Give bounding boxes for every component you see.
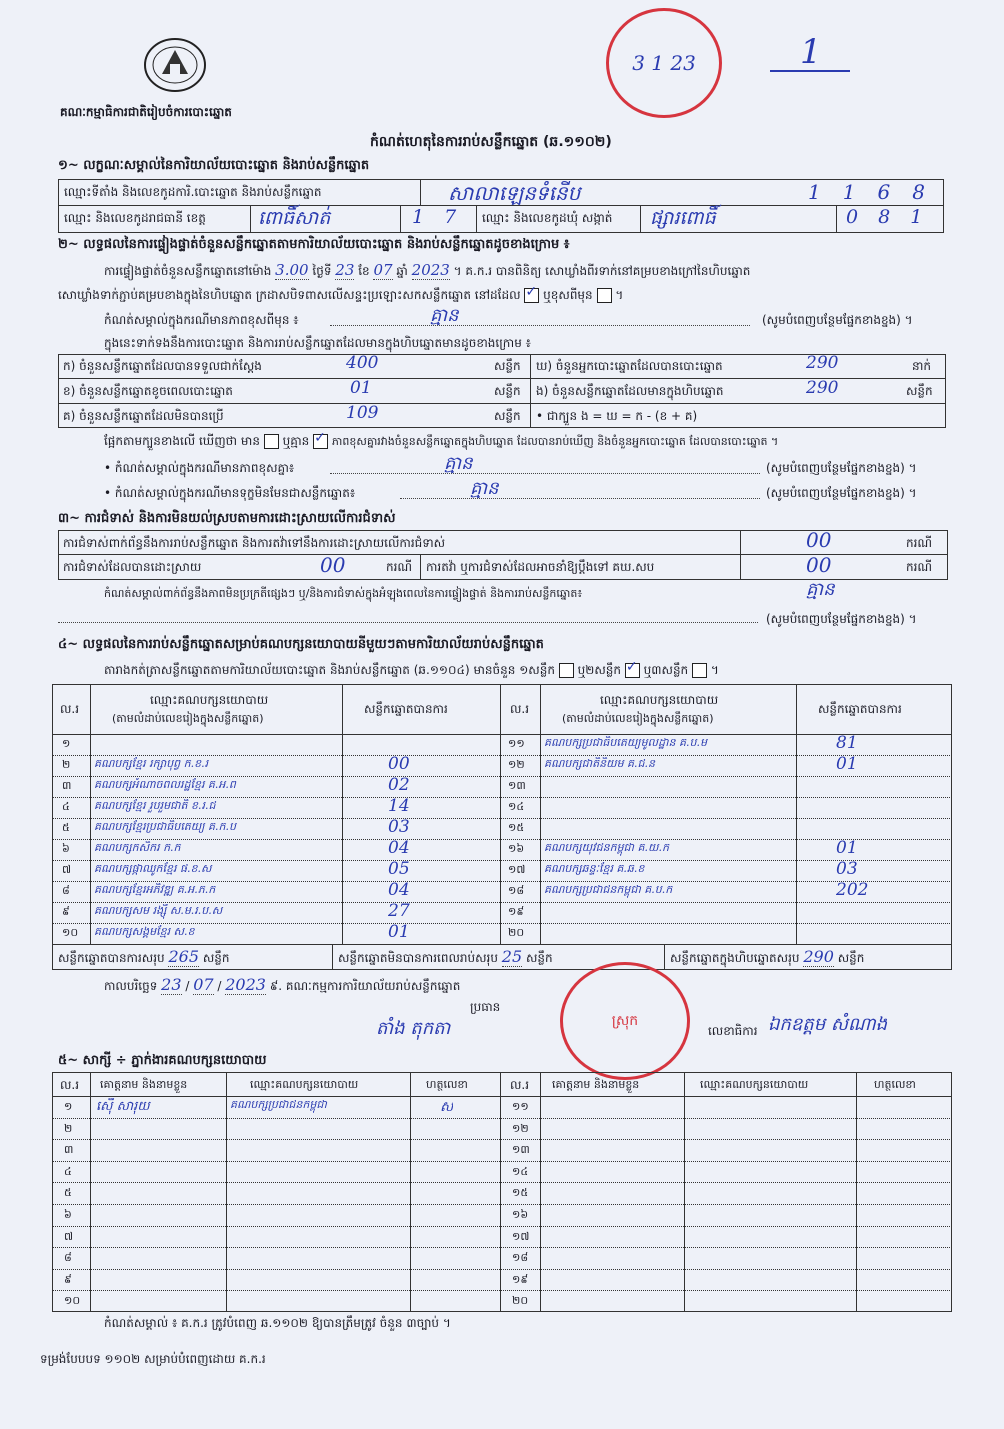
row-number: ៨: [62, 884, 70, 897]
row-votes: 03: [836, 859, 858, 879]
row-party: គណបក្សយុវជនកម្ពុជា គ.យ.ក: [544, 841, 669, 854]
col-party-sub-left: (តាមលំដាប់លេខរៀងក្នុងសន្លឹកឆ្នោត): [112, 712, 264, 725]
spoiled-label: ខ) ចំនួនសន្លឹកឆ្នោតខូចពេលបោះឆ្នោត: [63, 384, 233, 398]
section1-heading: ១~ លក្ខណៈសម្គាល់នៃការិយាល័យបោះឆ្នោត និងរាប់សន្លឹកឆ្នោត: [58, 158, 370, 173]
witness-number: ១: [64, 1100, 73, 1113]
official-stamp-top: [606, 8, 722, 118]
witness-row-divider: [52, 1290, 952, 1291]
w-col-party-left: ឈ្មោះគណបក្សនយោបាយ: [250, 1078, 359, 1091]
resolved-value: 00: [320, 553, 346, 577]
appeal-label: ការតវ៉ា ឬការជំទាស់ដែលអាចនាំឱ្យប្តឹងទៅ គឃ.សប: [426, 560, 655, 574]
nec-logo: [142, 36, 208, 94]
form-title: កំណត់ហេតុនៃការរាប់សន្លឹកឆ្នោត (ឆ.១១០២): [370, 134, 612, 150]
resolved-label: ការជំទាស់ដែលបានដោះស្រាយ: [63, 560, 202, 574]
objection-label: ការជំទាស់ពាក់ព័ន្ធនឹងការរាប់សន្លឹកឆ្នោត និងការតវ៉ាទៅនឹងការដោះស្រាយលើការជំទាស់: [63, 536, 446, 550]
voters-label: ឃ) ចំនួនអ្នកបោះឆ្នោតដែលបានបោះឆ្នោត: [536, 359, 723, 373]
row-number: ៦: [62, 842, 70, 855]
verify-time-line: ការផ្ទៀងផ្ទាត់ចំនួនសន្លឹកឆ្នោតនៅម៉ោង 3.00 ថ្ងៃទី 23 ខែ 07 ឆ្នាំ 2023 ។ គ.ក.រ បានពិនិត្យ សោឃ្លាំងពីរទាក់នៅគម្របខាងក្រៅនៃហិបឆ្នោត: [104, 261, 751, 279]
official-stamp-bottom: [560, 962, 690, 1080]
row-number: ១: [62, 737, 71, 750]
row-divider: [52, 818, 952, 819]
row-divider: [52, 797, 952, 798]
row-votes: 00: [388, 754, 410, 774]
in-box-value: 290: [806, 378, 839, 398]
row-number: ១៥: [508, 821, 525, 834]
witness-number: ៣: [64, 1143, 74, 1156]
row-number: ៩: [62, 905, 70, 918]
section2-heading: ២~ លទ្ធផលនៃការផ្ទៀងផ្ទាត់ចំនួនសន្លឹកឆ្នោតតាមការិយាល័យបោះឆ្នោត និងរាប់សន្លឹកឆ្នោតដូចខាងក្រោម ៖: [58, 237, 570, 252]
received-value: 400: [346, 353, 379, 373]
row-votes: 01: [836, 838, 858, 858]
witness-signature: ស: [440, 1099, 454, 1115]
received-label: ក) ចំនួនសន្លឹកឆ្នោតដែលបានទទួលជាក់ស្តែង: [63, 359, 262, 373]
unit-case-3: ករណី: [906, 560, 933, 574]
bullet1-value: គ្មាន: [444, 453, 473, 474]
w-col-sign-right: ហត្ថលេខា: [874, 1078, 916, 1091]
row-party: គណបក្សខ្មែរអភិវឌ្ឍ គ.អ.ភ.ក: [94, 883, 216, 896]
row-divider: [52, 881, 952, 882]
row-party: គណបក្សប្រជាធិបតេយ្យមូលដ្ឋាន គ.ប.ម: [544, 736, 707, 749]
voters-value: 290: [806, 353, 839, 373]
formula: • ជាក្បួន ង = ឃ = ក - (ខ + គ): [536, 409, 698, 423]
row-votes: 27: [388, 901, 410, 921]
col-no-left: ល.រ: [60, 702, 80, 716]
appeal-value: 00: [806, 553, 832, 577]
compare-line: ផ្អែកតាមក្បួនខាងលើ ឃើញថា មាន ឬគ្មាន ✓ ភាពខុសគ្នារវាងចំនួនសន្លឹកឆ្នោតក្នុងហិបឆ្នោត ដែលបានរាប់ឃើញ និងចំនួនអ្នកបោះឆ្នោត ដែលបានបោះឆ្នោត ។: [104, 434, 778, 449]
row-votes: 04: [388, 880, 410, 900]
row-party: គណបក្សសង្គមខ្មែរ ស.ខ: [94, 925, 195, 938]
witness-number: ១០: [64, 1294, 81, 1307]
witness-number: ២: [64, 1122, 73, 1135]
unit-e: សន្លឹក: [906, 384, 933, 398]
witness-row-divider: [52, 1269, 952, 1270]
row-number: ១៩: [508, 905, 525, 918]
witness-name: ស៊ើ សារុយ: [96, 1099, 150, 1114]
commune-code: 081: [846, 206, 943, 228]
irregularity-label: កំណត់សម្គាល់ពាក់ព័ន្ធនឹងភាពមិនប្រក្រតីផ្សេងៗ ឬ/និងការជំទាស់ក្នុងអំឡុងពេលនៃការផ្ទៀងផ្ទាត់ និងការរាប់សន្លឹកឆ្នោត៖: [104, 587, 583, 600]
w-col-name-left: គោត្តនាម និងនាមខ្លួន: [100, 1078, 188, 1091]
two-sheets-checkbox[interactable]: [625, 663, 640, 678]
row-number: ៧: [62, 863, 72, 876]
fill-note-2: (សូមបំពេញបន្ថែមផ្នែកខាងខ្នង) ។: [766, 461, 917, 475]
row-number: ១០: [62, 926, 79, 939]
row-number: ៥: [62, 821, 70, 834]
province-value: ពោធិ៍សាត់: [258, 207, 331, 229]
in-box-label: ង) ចំនួនសន្លឹកឆ្នោតដែលមានក្នុងហិបឆ្នោត: [536, 384, 724, 398]
row-number: ៣: [62, 779, 72, 792]
difference-yes-checkbox[interactable]: [264, 434, 279, 449]
section4-heading: ៤~ លទ្ធផលនៃការរាប់សន្លឹកឆ្នោតសម្រាប់គណបក្សនយោបាយនីមួយៗតាមការិយាល័យរាប់សន្លឹកឆ្នោត: [58, 637, 544, 652]
row-number: ១៣: [508, 779, 526, 792]
col-no-right: ល.រ: [510, 702, 530, 716]
witness-number: ១៧: [512, 1230, 530, 1243]
witness-number: ១៣: [512, 1143, 530, 1156]
province-code: 17: [412, 206, 477, 228]
row-divider: [52, 860, 952, 861]
location-code: 1168: [808, 180, 947, 204]
total-invalid: សន្លឹកឆ្នោតមិនបានការពេលរាប់សរុប 25 សន្លឹក: [338, 947, 553, 966]
row-party: គណបក្សផ្កាឈូកខ្មែរ ផ.ខ.ស: [94, 862, 212, 875]
chair-name: តាំង តុកតា: [376, 1018, 451, 1039]
row-votes: 05: [388, 859, 410, 879]
unit-c: សន្លឹក: [494, 409, 521, 423]
total-valid: សន្លឹកឆ្នោតបានការសរុប 265 សន្លឹក: [58, 947, 230, 966]
location-label: ឈ្មោះទីតាំង និងលេខកូដការិ.បោះឆ្នោត និងរាប់សន្លឹកឆ្នោត: [64, 185, 322, 199]
witness-party: គណបក្សប្រជាជនកម្ពុជា: [230, 1098, 327, 1111]
one-sheet-checkbox[interactable]: [559, 663, 574, 678]
witness-number: ៩: [64, 1273, 72, 1286]
chair-label: ប្រធាន: [470, 1000, 501, 1014]
section5-heading: ៥~ សាក្សី ÷ ភ្នាក់ងារគណបក្សនយោបាយ: [58, 1053, 267, 1068]
row-divider: [52, 923, 952, 924]
row-number: ២: [62, 758, 71, 771]
unchanged-checkbox[interactable]: [524, 288, 539, 303]
witness-number: ៦: [64, 1208, 72, 1221]
form-footer: ទម្រង់បែបបទ ១១០២ សម្រាប់បំពេញដោយ គ.ក.រ: [40, 1352, 266, 1366]
witness-number: ១១: [512, 1100, 529, 1113]
row-party: គណបក្សកសិករ ក.ក: [94, 841, 181, 854]
unit-b: សន្លឹក: [494, 384, 521, 398]
location-value: សាលាឡេនទំនើប: [448, 181, 581, 205]
fill-note-3: (សូមបំពេញបន្ថែមផ្នែកខាងខ្នង) ។: [766, 486, 917, 500]
row-divider: [52, 776, 952, 777]
w-col-no-left: ល.រ: [60, 1078, 80, 1092]
witness-row-divider: [52, 1118, 952, 1119]
fill-note-4: (សូមបំពេញបន្ថែមផ្នែកខាងខ្នង) ។: [766, 612, 917, 626]
secretary-label: លេខាធិការ: [708, 1024, 758, 1038]
witness-number: ២០: [512, 1294, 529, 1307]
witness-number: ១៥: [512, 1186, 529, 1199]
row-number: ១២: [508, 758, 525, 771]
changed-checkbox[interactable]: [597, 288, 612, 303]
w-col-sign-left: ហត្ថលេខា: [426, 1078, 468, 1091]
row-votes: 01: [836, 754, 858, 774]
fill-note-1: (សូមបំពេញបន្ថែមផ្នែកខាងខ្នង) ។: [762, 313, 913, 327]
row-divider: [52, 902, 952, 903]
row-divider: [52, 839, 952, 840]
witness-row-divider: [52, 1204, 952, 1205]
col-votes-left: សន្លឹកឆ្នោតបានការ: [364, 702, 448, 716]
sheet-count-line: តារាងកត់ត្រាសន្លឹកឆ្នោតតាមការិយាល័យបោះឆ្នោត និងរាប់សន្លឹកឆ្នោត (ឆ.១១០៤) មានចំនួន ១សន្លឹក ឬ២សន្លឹក ✓ ឬ៣សន្លឹក ។: [104, 663, 719, 678]
row-votes: 01: [388, 922, 410, 942]
difference-no-checkbox[interactable]: [313, 434, 328, 449]
row-party: គណបក្សខ្មែរប្រជាធិបតេយ្យ គ.ក.ប: [94, 820, 236, 833]
col-party-right: ឈ្មោះគណបក្សនយោបាយ: [600, 693, 719, 707]
row-votes: 81: [836, 733, 858, 753]
row-party: គណបក្សជាតិនិយម គ.ជ.ន: [544, 757, 655, 770]
unused-value: 109: [346, 403, 379, 423]
section3-heading: ៣~ ការជំទាស់ និងការមិនយល់ស្របតាមការដោះស្រាយលើការជំទាស់: [58, 511, 396, 526]
row-number: ២០: [508, 926, 525, 939]
row-divider: [52, 755, 952, 756]
row-number: ៤: [62, 800, 70, 813]
unit-a: សន្លឹក: [494, 359, 521, 373]
irregularity-value: គ្មាន: [806, 579, 835, 600]
row-votes: 04: [388, 838, 410, 858]
witness-row-divider: [52, 1182, 952, 1183]
stamp-handwriting: 3 1 23: [632, 51, 696, 75]
row-party: គណបក្សខ្មែរ រក្សាបុព្វ ក.ខ.រ: [94, 757, 209, 770]
row-party: គណបក្សសម រង្ស៊ី ស.ម.រ.ប.ស: [94, 904, 223, 917]
signature-underline: [770, 70, 850, 72]
row-votes: 14: [388, 796, 410, 816]
row-number: ១៧: [508, 863, 526, 876]
w-col-party-right: ឈ្មោះគណបក្សនយោបាយ: [700, 1078, 809, 1091]
row-number: ១៤: [508, 800, 525, 813]
org-name: គណៈកម្មាធិការជាតិរៀបចំការបោះឆ្នោត: [60, 105, 232, 119]
change-note-label: កំណត់សម្គាល់ក្នុងករណីមានភាពខុសពីមុន ៖: [104, 313, 299, 327]
date-line: កាលបរិច្ឆេទ 23 / 07 / 2023 ៩. គណៈកម្មការការិយាល័យរាប់សន្លឹកឆ្នោត: [104, 975, 461, 994]
bullet2-label: • កំណត់សម្គាល់ក្នុងករណីមានទុក្ខមិនមែនជាសន្លឹកឆ្នោត៖: [104, 486, 356, 500]
witness-number: ១៨: [512, 1251, 529, 1264]
witness-number: ៤: [64, 1165, 72, 1178]
witness-number: ១៩: [512, 1273, 529, 1286]
province-label: ឈ្មោះ និងលេខកូដរាជធានី ខេត្ត: [64, 211, 206, 225]
change-note-value: គ្មាន: [430, 305, 459, 326]
witness-number: ១៦: [512, 1208, 529, 1221]
bullet2-value: គ្មាន: [470, 478, 499, 499]
bullet1-label: • កំណត់សម្គាល់ក្នុងករណីមានភាពខុសគ្នា៖: [104, 461, 295, 475]
row-votes: 202: [836, 880, 869, 900]
row-party: គណបក្សអំណាចពលរដ្ឋខ្មែរ គ.អ.ព: [94, 778, 236, 791]
top-signature: 1: [800, 32, 822, 72]
row-votes: 03: [388, 817, 410, 837]
witness-row-divider: [52, 1161, 952, 1162]
w-col-name-right: គោត្តនាម និងនាមខ្លួន: [552, 1078, 640, 1091]
unused-label: គ) ចំនួនសន្លឹកឆ្នោតដែលមិនបានប្រើ: [63, 409, 224, 423]
col-votes-right: សន្លឹកឆ្នោតបានការ: [818, 702, 902, 716]
seal-line: សោឃ្លាំងទាក់ភ្ជាប់គម្របខាងក្នុងនៃហិបឆ្នោត ក្រដាសបិទពាសលើសន្ទះប្រឡោះសកសន្លឹកឆ្នោត នៅដដែល ✓ ឬខុសពីមុន ។: [58, 288, 623, 303]
row-votes: 02: [388, 775, 410, 795]
row-number: ១១: [508, 737, 525, 750]
col-party-left: ឈ្មោះគណបក្សនយោបាយ: [150, 693, 269, 707]
witness-row-divider: [52, 1139, 952, 1140]
row-party: គណបក្សខ្មែរ រួបរួមជាតិ ខ.រ.ជ: [94, 799, 216, 812]
witness-number: ៥: [64, 1186, 72, 1199]
witness-row-divider: [52, 1226, 952, 1227]
spoiled-value: 01: [350, 378, 372, 398]
witness-number: ១២: [512, 1122, 529, 1135]
row-party: គណបក្សប្រជាជនកម្ពុជា គ.ប.ក: [544, 883, 673, 896]
objection-value: 00: [806, 528, 832, 552]
secretary-name: ឯកឧត្តម សំណាង: [768, 1014, 888, 1035]
unit-case-2: ករណី: [386, 560, 413, 574]
unit-case-1: ករណី: [906, 536, 933, 550]
commune-label: ឈ្មោះ និងលេខកូដឃុំ សង្កាត់: [482, 211, 613, 225]
row-number: ១៨: [508, 884, 525, 897]
row-party: គណបក្សឆន្ទៈខ្មែរ គ.ឆ.ខ: [544, 862, 645, 875]
commune-value: ផ្សារពោធិ៍: [650, 207, 716, 229]
witness-row-divider: [52, 1247, 952, 1248]
counts-intro: ក្នុងនេះទាក់ទងនឹងការបោះឆ្នោត និងការរាប់សន្លឹកឆ្នោតដែលមានក្នុងហិបឆ្នោតមានដូចខាងក្រោម ៖: [104, 336, 531, 350]
row-number: ១៦: [508, 842, 525, 855]
witness-number: ១៤: [512, 1165, 529, 1178]
footnote: កំណត់សម្គាល់ ៖ គ.ក.រ ត្រូវបំពេញ ឆ.១១០២ ឱ្យបានត្រឹមត្រូវ ចំនួន ៣ច្បាប់ ។: [104, 1316, 451, 1330]
witness-number: ៧: [64, 1230, 74, 1243]
three-sheets-checkbox[interactable]: [692, 663, 707, 678]
witness-number: ៨: [64, 1251, 72, 1264]
stamp-bottom-label: ស្រុក: [611, 1012, 639, 1029]
total-in-box: សន្លឹកឆ្នោតក្នុងហិបឆ្នោតសរុប 290 សន្លឹក: [670, 947, 865, 966]
col-party-sub-right: (តាមលំដាប់លេខរៀងក្នុងសន្លឹកឆ្នោត): [562, 712, 714, 725]
unit-d: នាក់: [912, 359, 932, 373]
w-col-no-right: ល.រ: [510, 1078, 530, 1092]
